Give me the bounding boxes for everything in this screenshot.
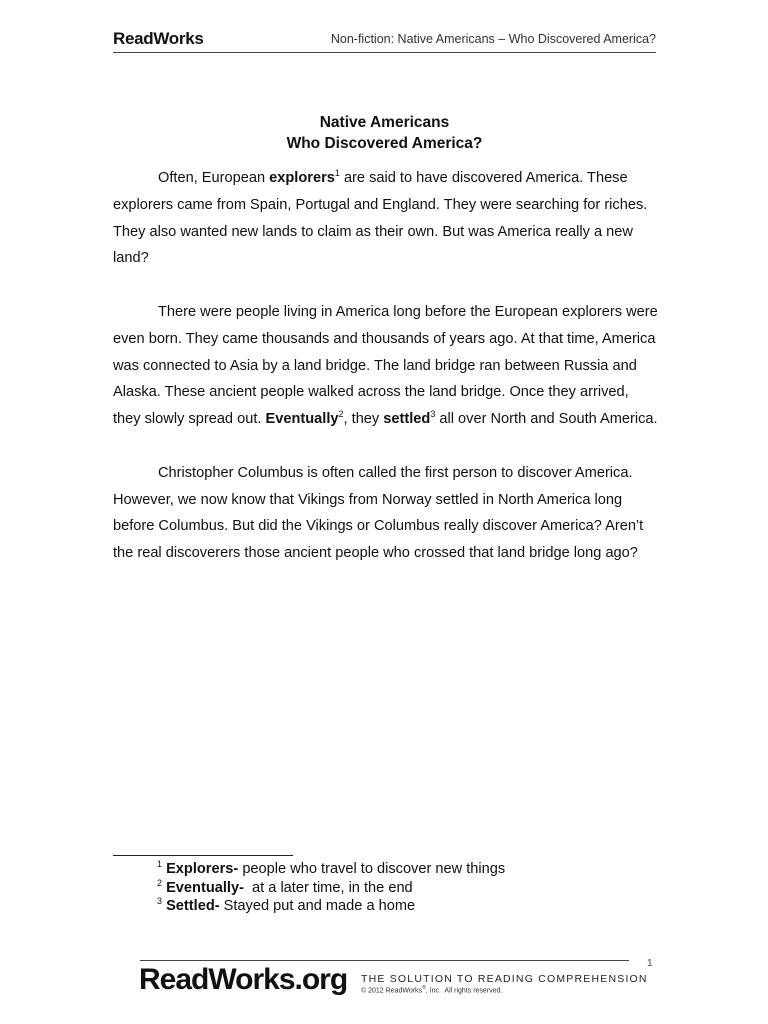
footnote-term: Eventually-: [166, 879, 244, 896]
footnote-number: 3: [157, 896, 163, 906]
p1-text-b: are said to have discovered America. These explorers came from Spain, Portugal and England. They were searching for riches. They also wanted new lands to claim as their own. But was America really a new land?: [113, 170, 648, 267]
footnote-definition: people who travel to discover new things: [238, 861, 506, 877]
footnote-number: 1: [157, 859, 163, 869]
footnote-3: [157, 897, 607, 916]
vocab-term-explorers: explorers: [269, 170, 335, 186]
footnote-ref-3: 3: [430, 409, 436, 420]
paragraph-2: [113, 299, 658, 433]
footnote-ref-1: 1: [334, 168, 340, 178]
footnote-1: [157, 860, 607, 879]
article-body: [113, 165, 658, 594]
page-header: [113, 28, 656, 53]
footnote-term: Settled-: [166, 898, 220, 914]
paragraph-3: Christopher Columbus is often called the first person to discover America. However, we now know that Vikings from Norway settled in North America long before Columbus. But did the Vikings or Columbus really discover America? Aren’t the real discoverers those ancient people who crossed that land bridge long ago?: [113, 464, 644, 562]
title-line-2: Who Discovered America?: [286, 135, 483, 152]
article-title: [113, 112, 656, 154]
p2-text-b: , they: [343, 411, 384, 428]
footnote-definition: Stayed put and made a home: [219, 898, 416, 914]
page-number: 1: [647, 958, 653, 969]
footnote-ref-2: 2: [338, 409, 344, 420]
title-line-1: Native Americans: [319, 114, 450, 131]
footnote-divider: [113, 855, 293, 856]
footnote-2: [157, 879, 607, 898]
header-doc-title: Non-fiction: Native Americans – Who Discovered America?: [330, 32, 656, 46]
copyright-text-a: © 2012 ReadWorks: [361, 987, 423, 995]
footnotes: [157, 860, 607, 916]
footnote-number: 2: [157, 877, 163, 888]
p2-text-c: all over North and South America.: [435, 411, 658, 428]
header-brand-logo: ReadWorks: [113, 29, 204, 48]
p2-text-a: There were people living in America long before the European explorers were even born. They came thousands and thousands of years ago. At that time, America was connected to Asia by a land bridge. The land bridge ran between Russia and Alaska. These ancient people walked across the land bridge. Once they arrived, they slowly spread out.: [113, 303, 658, 428]
footer-copyright: [361, 985, 502, 994]
footnote-term: Explorers-: [166, 861, 239, 877]
registered-mark: ®: [422, 985, 426, 991]
footer-tagline: THE SOLUTION TO READING COMPREHENSION: [361, 973, 648, 985]
vocab-term-eventually: Eventually: [265, 411, 339, 428]
footer-brand-logo: ReadWorks.org: [139, 963, 348, 996]
p1-text-a: Often, European: [158, 170, 270, 186]
footnote-definition: at a later time, in the end: [243, 879, 413, 896]
vocab-term-settled: settled: [383, 411, 431, 428]
footer-divider: [140, 960, 629, 961]
paragraph-1: [113, 165, 658, 272]
copyright-text-b: , Inc. All rights reserved.: [425, 987, 503, 995]
